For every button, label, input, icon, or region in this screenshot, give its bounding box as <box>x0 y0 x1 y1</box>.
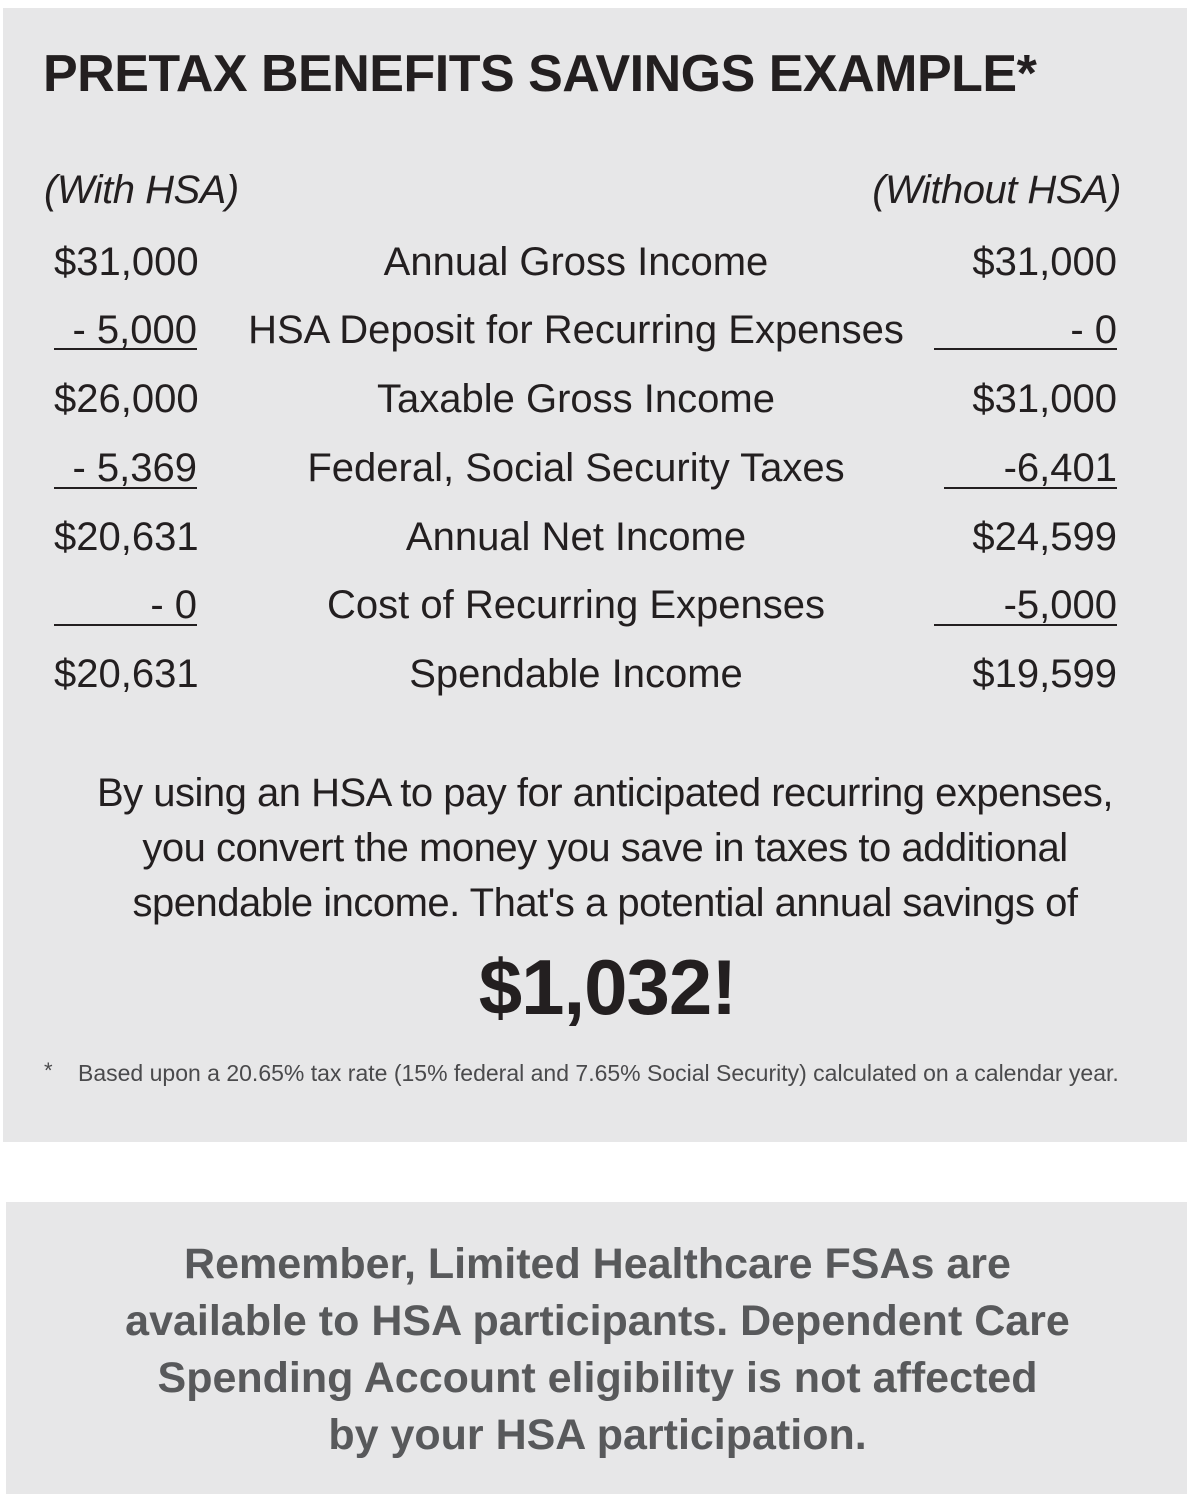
row-label: Taxable Gross Income <box>377 377 775 421</box>
page-title: PRETAX BENEFITS SAVINGS EXAMPLE* <box>43 45 1037 103</box>
row-label: Spendable Income <box>409 652 743 696</box>
row-label: HSA Deposit for Recurring Expenses <box>248 308 904 352</box>
footnote-marker: * <box>44 1058 53 1083</box>
table-row <box>0 509 1187 569</box>
reminder-line: available to HSA participants. Dependent Care <box>125 1297 1070 1345</box>
explanation-line: By using an HSA to pay for anticipated recurring expenses, <box>96 771 1114 815</box>
subtotal-rule <box>54 487 197 489</box>
without-hsa-value: $24,599 <box>972 515 1117 559</box>
with-hsa-value: - 5,000 <box>72 308 197 352</box>
with-hsa-value: $20,631 <box>54 652 199 696</box>
with-hsa-value: - 5,369 <box>72 446 197 490</box>
with-hsa-value: $31,000 <box>54 240 199 284</box>
row-label: Cost of Recurring Expenses <box>326 583 825 627</box>
reminder-line: Remember, Limited Healthcare FSAs are <box>184 1240 1011 1288</box>
explanation-line: you convert the money you save in taxes to additional <box>142 826 1068 870</box>
table-row <box>0 440 1187 500</box>
without-hsa-value: $31,000 <box>972 240 1117 284</box>
without-hsa-value: -6,401 <box>1003 446 1117 490</box>
reminder-line: Spending Account eligibility is not affected <box>157 1354 1038 1402</box>
without-hsa-value: $31,000 <box>972 377 1117 421</box>
reminder-text <box>20 1236 1175 1464</box>
footnote-text: Based upon a 20.65% tax rate (15% federal and 7.65% Social Security) calculated on a calendar year. <box>78 1060 1119 1086</box>
row-label: Annual Net Income <box>405 515 747 559</box>
subtotal-rule <box>54 624 197 626</box>
without-hsa-value: - 0 <box>1070 308 1117 352</box>
without-hsa-column-header: (Without HSA) <box>872 168 1121 212</box>
subtotal-rule <box>934 348 1117 350</box>
row-label: Federal, Social Security Taxes <box>307 446 845 490</box>
subtotal-rule <box>54 348 197 350</box>
with-hsa-value: $20,631 <box>54 515 199 559</box>
with-hsa-column-header: (With HSA) <box>44 168 239 212</box>
without-hsa-value: $19,599 <box>972 652 1117 696</box>
subtotal-rule <box>934 624 1117 626</box>
table-row <box>0 302 1187 362</box>
table-row <box>0 577 1187 637</box>
savings-amount: $1,032! <box>478 943 737 1031</box>
table-row <box>0 371 1187 431</box>
savings-explanation <box>60 766 1150 931</box>
without-hsa-value: -5,000 <box>1003 583 1117 627</box>
table-row <box>0 646 1187 706</box>
with-hsa-value: $26,000 <box>54 377 199 421</box>
explanation-line: spendable income. That's a potential annual savings of <box>132 881 1078 925</box>
row-label: Annual Gross Income <box>383 240 769 284</box>
subtotal-rule <box>944 487 1117 489</box>
with-hsa-value: - 0 <box>150 583 197 627</box>
table-row <box>0 234 1187 294</box>
reminder-line: by your HSA participation. <box>328 1411 867 1459</box>
